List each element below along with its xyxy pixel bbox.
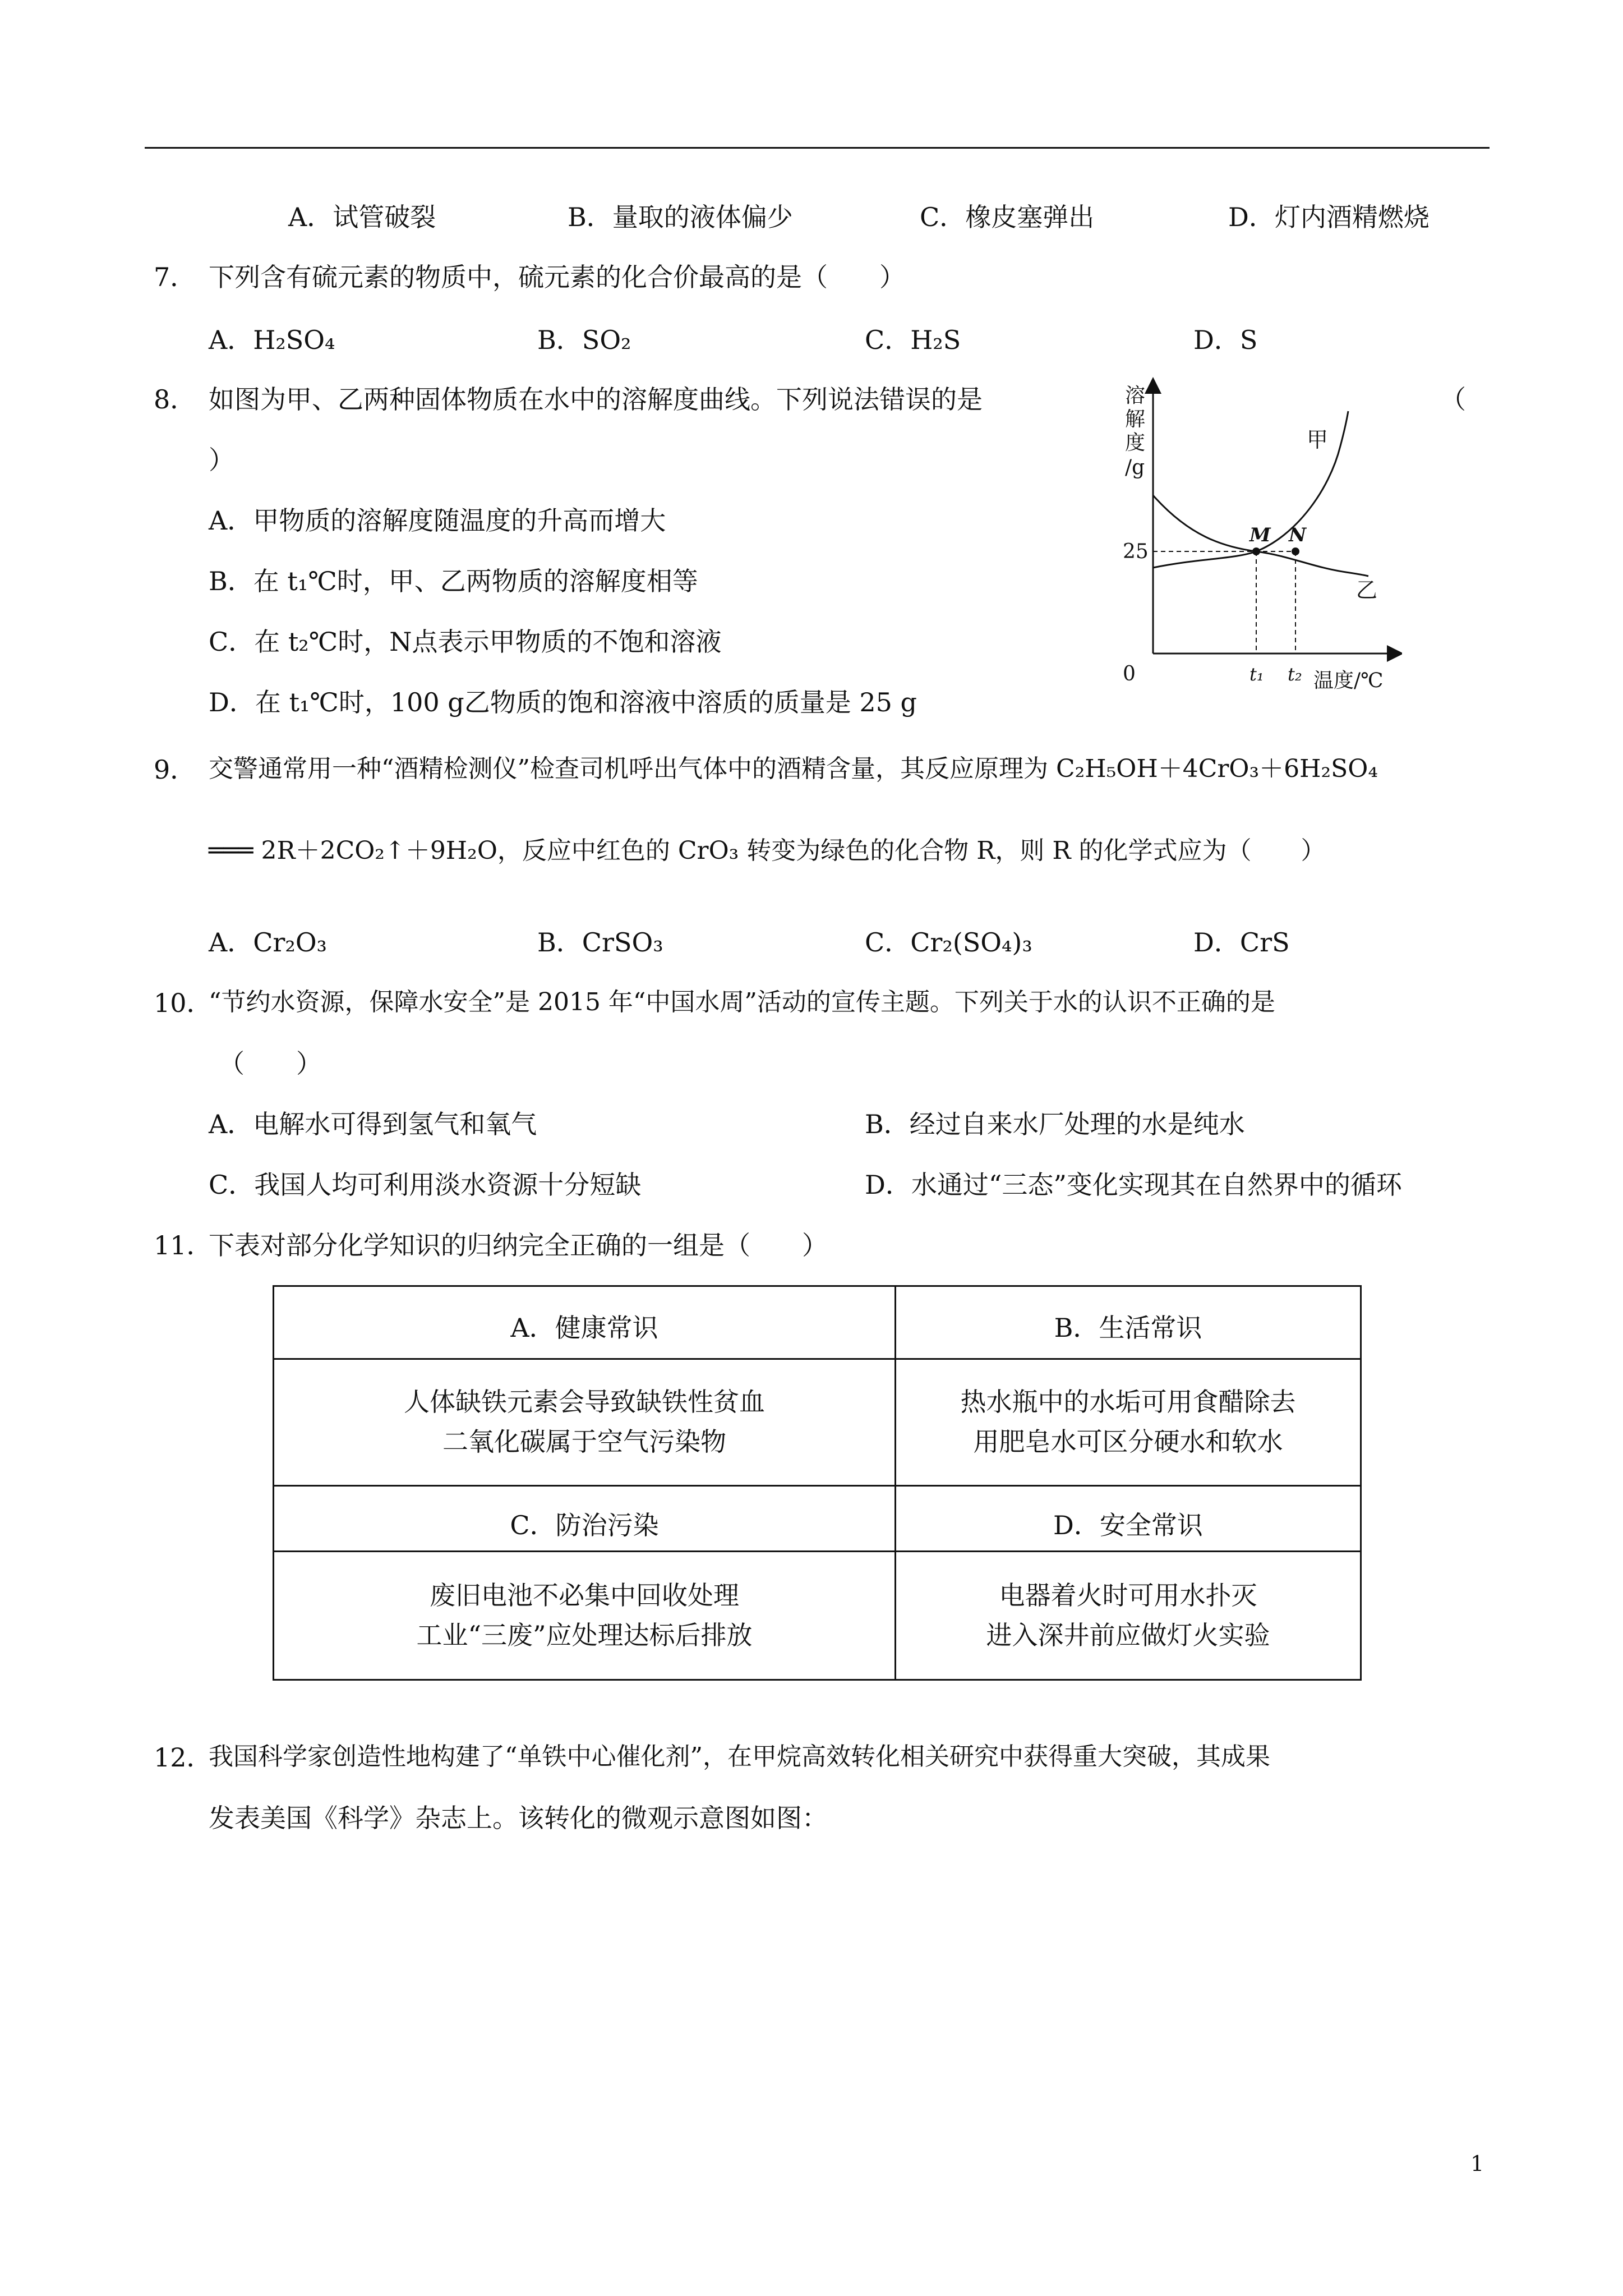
q8-paren-close: ） <box>209 445 234 475</box>
q9-option-b: B．CrSO₃ <box>537 927 663 958</box>
q9-option-a: A．Cr₂O₃ <box>209 927 327 958</box>
q7-option-c: C．H₂S <box>865 325 961 355</box>
q12-line1: 我国科学家创造性地构建了“单铁中心催化剂”，在甲烷高效转化相关研究中获得重大突破，其成果 <box>209 1742 1270 1771</box>
cell-c-header: C．防治污染 <box>510 1510 659 1540</box>
table-divider-h3 <box>274 1550 1360 1552</box>
q10-option-b: B．经过自来水厂处理的水是纯水 <box>865 1109 1245 1139</box>
cell-a-body <box>274 1382 895 1462</box>
x-axis-label: 温度/℃ <box>1313 669 1384 692</box>
cell-a-header: A．健康常识 <box>510 1313 658 1343</box>
series-jia-label: 甲 <box>1307 427 1329 452</box>
q8-option-a: A．甲物质的溶解度随温度的升高而增大 <box>209 505 666 536</box>
y-axis-label-4: /g <box>1125 456 1145 479</box>
cell-b-body <box>896 1382 1360 1462</box>
x-tick-t1: t₁ <box>1249 664 1264 685</box>
q7-number: 7． <box>154 262 196 292</box>
cell-b-line2: 用肥皂水可区分硬水和软水 <box>973 1427 1283 1457</box>
q6-option-b: B．量取的液体偏少 <box>568 202 793 232</box>
cell-a-line1: 人体缺铁元素会导致缺铁性贫血 <box>404 1387 765 1417</box>
point-m <box>1252 547 1260 555</box>
q10-option-c: C．我国人均可利用淡水资源十分短缺 <box>209 1170 642 1200</box>
cell-c-line1: 废旧电池不必集中回收处理 <box>430 1580 739 1611</box>
q10-paren: （ ） <box>219 1048 322 1079</box>
q7-option-d: D．S <box>1193 325 1258 355</box>
knowledge-table <box>273 1285 1362 1681</box>
q6-option-d: D．灯内酒精燃烧 <box>1228 202 1430 232</box>
cell-d-header: D．安全常识 <box>1053 1510 1203 1540</box>
cell-c-line2: 工业“三废”应处理达标后排放 <box>416 1620 753 1651</box>
q9-option-d: D．CrS <box>1193 927 1290 958</box>
x-tick-t2: t₂ <box>1288 664 1302 685</box>
q10-option-a: A．电解水可得到氢气和氧气 <box>209 1109 537 1139</box>
q10-number: 10． <box>154 988 213 1018</box>
q9-line2: ═══ 2R＋2CO₂↑＋9H₂O，反应中红色的 CrO₃ 转变为绿色的化合物 R，则 R 的化学式应为（ ） <box>209 836 1326 865</box>
cell-d-line1: 电器着火时可用水扑灭 <box>999 1580 1257 1611</box>
cell-b-header: B．生活常识 <box>1054 1313 1202 1343</box>
origin-label: 0 <box>1123 662 1136 685</box>
series-yi-label: 乙 <box>1356 578 1378 602</box>
q12-line2: 发表美国《科学》杂志上。该转化的微观示意图如图： <box>209 1803 828 1833</box>
table-divider-h1 <box>274 1358 1360 1360</box>
q9-option-c: C．Cr₂(SO₄)₃ <box>865 927 1032 958</box>
q9-number: 9． <box>154 754 196 785</box>
header-rule <box>145 147 1490 149</box>
q8-number: 8． <box>154 384 196 415</box>
q12-number: 12． <box>154 1742 213 1773</box>
q7-option-a: A．H₂SO₄ <box>209 325 335 355</box>
q8-option-d: D．在 t₁℃时，100 g乙物质的饱和溶液中溶质的质量是 25 g <box>209 687 917 717</box>
cell-d-body <box>896 1576 1360 1656</box>
q10-option-d: D．水通过“三态”变化实现其在自然界中的循环 <box>865 1170 1402 1200</box>
cell-d-line2: 进入深井前应做灯火实验 <box>986 1620 1270 1651</box>
y-tick-25: 25 <box>1123 540 1149 563</box>
y-axis-label-1: 溶 <box>1125 384 1146 407</box>
q10-stem: “节约水资源，保障水安全”是 2015 年“中国水周”活动的宣传主题。下列关于水的认识不正确的是 <box>209 988 1275 1016</box>
cell-b-line1: 热水瓶中的水垢可用食醋除去 <box>960 1387 1296 1417</box>
q8-stem: 如图为甲、乙两种固体物质在水中的溶解度曲线。下列说法错误的是 <box>209 384 983 415</box>
point-n-label: N <box>1289 524 1307 546</box>
cell-c-body <box>274 1576 895 1656</box>
q6-option-c: C．橡皮塞弹出 <box>920 202 1095 232</box>
y-axis-label-3: 度 <box>1125 431 1146 454</box>
q8-paren-open: （ <box>1440 384 1466 415</box>
q8-option-b: B．在 t₁℃时，甲、乙两物质的溶解度相等 <box>209 566 698 596</box>
q6-option-a: A．试管破裂 <box>288 202 436 232</box>
point-m-label: M <box>1249 524 1271 546</box>
q8-option-c: C．在 t₂℃时，N点表示甲物质的不饱和溶液 <box>209 627 722 657</box>
table-divider-h2 <box>274 1485 1360 1487</box>
cell-a-line2: 二氧化碳属于空气污染物 <box>442 1427 726 1457</box>
point-n <box>1292 547 1299 555</box>
q9-line1: 交警通常用一种“酒精检测仪”检查司机呼出气体中的酒精含量，其反应原理为 C₂H₅OH＋4CrO₃＋6H₂SO₄ <box>209 754 1378 783</box>
q11-stem: 下表对部分化学知识的归纳完全正确的一组是（ ） <box>209 1230 828 1260</box>
solubility-chart <box>1110 373 1402 698</box>
page-number: 1 <box>1470 2151 1484 2176</box>
q7-option-b: B．SO₂ <box>537 325 631 355</box>
q11-number: 11． <box>154 1230 213 1260</box>
q7-stem: 下列含有硫元素的物质中，硫元素的化合价最高的是（ ） <box>209 262 905 292</box>
y-axis-label-2: 解 <box>1125 408 1146 431</box>
